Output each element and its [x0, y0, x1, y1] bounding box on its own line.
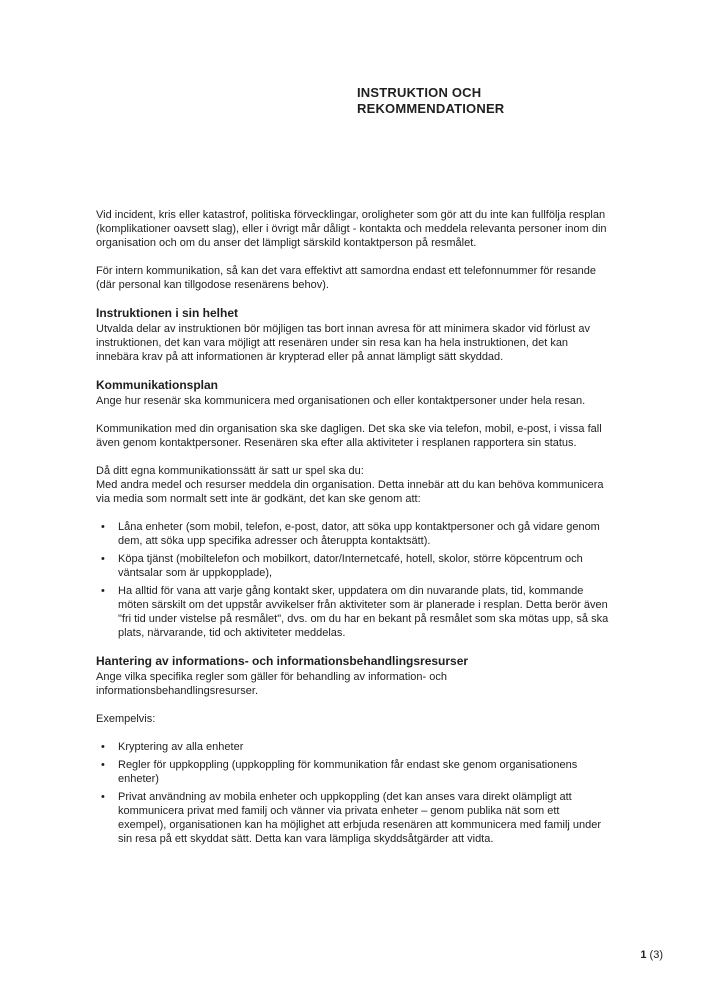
- section-heading-kommunikationsplan: Kommunikationsplan: [96, 378, 219, 392]
- section-heading-hantering: Hantering av informations- och informationsbehandlingsresurser: [96, 654, 469, 668]
- document-title: [357, 85, 610, 117]
- bullet-list-hantering: [96, 740, 610, 846]
- bullet-item: • Privat användning av mobila enheter och uppkoppling (det kan anses vara direkt olämpligt att kommunicera privat med familj och vänner via privata enheter – genom publika nät som ett exempel), organisationen kan ha möjlighet att erbjuda resenären att kommunicera med familj under sin resa på ett skyddat sätt. Detta kan vara lämpliga skyddsåtgärder att vidta.: [96, 790, 610, 846]
- page-number: [640, 948, 663, 962]
- document-title-line2: REKOMMENDATIONER: [357, 101, 505, 116]
- paragraph-hantering-1: Ange vilka specifika regler som gäller för behandling av information- och informationsbehandlingsresurser.: [96, 671, 447, 697]
- paragraph-kommunikationsplan-3: [96, 464, 610, 506]
- paragraph-kommunikationsplan-3-line1: Då ditt egna kommunikationssätt är satt ur spel ska du:: [96, 465, 364, 477]
- paragraph-kommunikationsplan-2: Kommunikation med din organisation ska ske dagligen. Det ska ske via telefon, mobil, e-post, i vissa fall även genom kontaktpersoner. Resenären ska efter alla aktiviteter i resplanen rapportera sin status.: [96, 423, 602, 449]
- paragraph-intro-2: För intern kommunikation, så kan det vara effektivt att samordna endast ett telefonnummer för resande (där personal kan tillgodose resenärens behov).: [96, 265, 596, 291]
- bullet-item: • Kryptering av alla enheter: [96, 740, 610, 754]
- paragraph-kommunikationsplan-1: Ange hur resenär ska kommunicera med organisationen och eller kontaktpersoner under hela resan.: [96, 395, 586, 407]
- paragraph-intro-1: Vid incident, kris eller katastrof, politiska förvecklingar, oroligheter som gör att du inte kan fullfölja resplan (komplikationer oavsett slag), eller i övrigt mår dåligt - kontakta och meddela relevanta personer inom din organisation och om du anser det lämpligt särskild kontaktperson på resmålet.: [96, 209, 607, 249]
- paragraph-exempelvis: Exempelvis:: [96, 713, 156, 725]
- bullet-item: • Köpa tjänst (mobiltelefon och mobilkort, dator/Internetcafé, hotell, skolor, större köpcentrum och väntsalar som är uppkopplade),: [96, 552, 610, 580]
- page-number-total: (3): [649, 949, 663, 961]
- bullet-item: • Ha alltid för vana att varje gång kontakt sker, uppdatera om din nuvarande plats, tid, kommande möten särskilt om det uppstår avvikelser från aktiviteter som är planerade i resplan. Detta berör även "fri tid under vistelse på resmålet", dvs. om du har en bekant på resmålet som ska mötas upp, så ska plats, närvarande, tid och aktiviteter meddelas.: [96, 584, 610, 640]
- bullet-item: • Regler för uppkoppling (uppkoppling för kommunikation får endast ske genom organisationens enheter): [96, 758, 610, 786]
- document-title-line1: INSTRUKTION OCH: [357, 85, 482, 100]
- bullet-item: • Låna enheter (som mobil, telefon, e-post, dator, att söka upp kontaktpersoner och gå vidare genom dem, att söka upp specifika adresser och återuppta kontaktsätt).: [96, 520, 610, 548]
- paragraph-instruktionen: Utvalda delar av instruktionen bör möjligen tas bort innan avresa för att minimera skador vid förlust av instruktionen, det kan vara möjligt att resenären under sin resa kan ha hela instruktionen, det kan innebära krav på att informationen är krypterad eller på annat lämpligt sätt skyddad.: [96, 323, 591, 363]
- page-number-current: 1: [640, 949, 647, 961]
- section-heading-instruktionen: Instruktionen i sin helhet: [96, 306, 239, 320]
- bullet-list-kommunikation: [96, 520, 610, 640]
- paragraph-kommunikationsplan-3-line2: Med andra medel och resurser meddela din organisation. Detta innebär att du kan behöva kommunicera via media som normalt sett inte är godkänt, det kan ske genom att:: [96, 479, 604, 505]
